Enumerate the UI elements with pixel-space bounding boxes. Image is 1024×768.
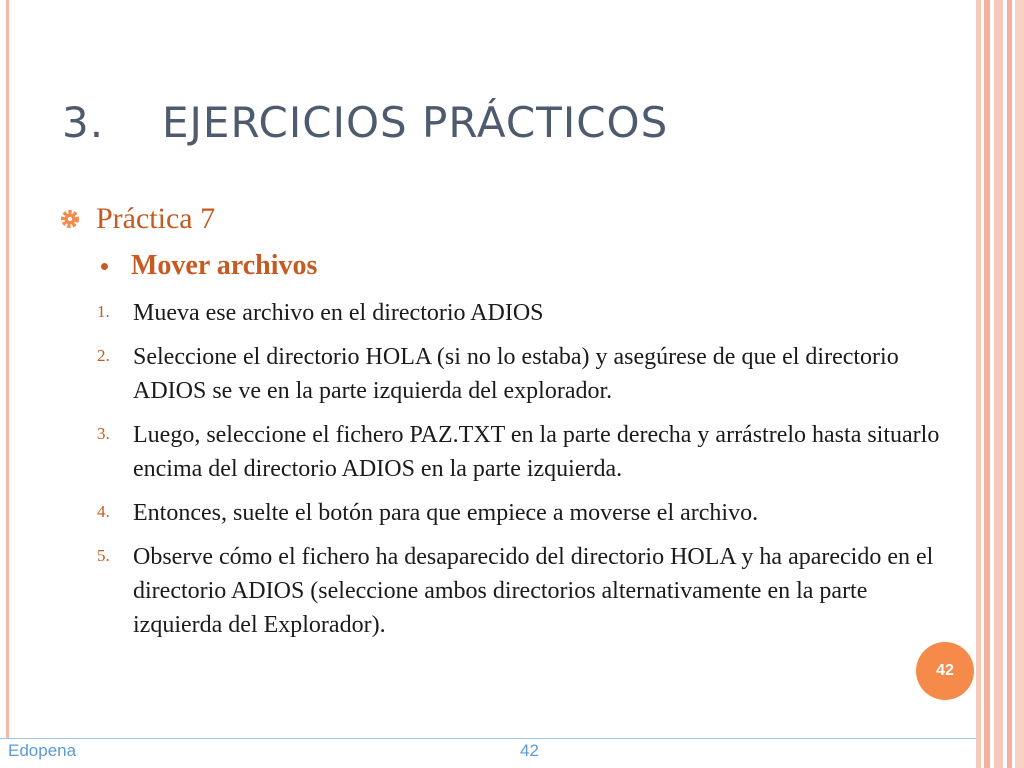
- right-stripe: [1007, 0, 1012, 768]
- section-heading: Mover archivos: [131, 250, 318, 281]
- page-number-badge: 42: [916, 642, 974, 700]
- gear-icon: [60, 209, 80, 229]
- step-text: Mueva ese archivo en el directorio ADIOS: [133, 300, 544, 326]
- step-number: 3.: [97, 424, 110, 443]
- footer-divider: [0, 738, 976, 739]
- footer-page-number: 42: [520, 741, 539, 760]
- list-item: [97, 296, 947, 330]
- list-item: [97, 418, 947, 486]
- title-text: EJERCICIOS PRÁCTICOS: [162, 98, 669, 147]
- steps-list: [97, 296, 947, 652]
- step-text: Entonces, suelte el botón para que empiece a moverse el archivo.: [133, 500, 759, 526]
- step-text: Luego, seleccione el fichero PAZ.TXT en la parte derecha y arrástrelo hasta situarlo encima del directorio ADIOS en la parte izquierda.: [133, 422, 940, 482]
- step-number: 2.: [97, 346, 110, 365]
- practice-label: Práctica 7: [96, 202, 216, 235]
- slide-title: [62, 98, 668, 147]
- step-text: Seleccione el directorio HOLA (si no lo estaba) y asegúrese de que el directorio ADIOS se ve en la parte izquierda del explorador.: [133, 344, 899, 404]
- left-border: [6, 0, 9, 738]
- step-number: 1.: [97, 302, 110, 321]
- dot-icon: [101, 263, 108, 270]
- step-number: 4.: [97, 502, 110, 521]
- footer-author: Edopena: [8, 741, 77, 760]
- right-stripe: [976, 0, 981, 768]
- title-number: 3.: [62, 98, 105, 147]
- section-heading-bullet: [101, 250, 317, 282]
- list-item: [97, 496, 947, 530]
- right-stripe: [994, 0, 1003, 768]
- right-stripe: [1015, 0, 1024, 768]
- list-item: [97, 540, 947, 642]
- practice-bullet: [60, 202, 215, 236]
- right-stripe: [984, 0, 990, 768]
- step-text: Observe cómo el fichero ha desaparecido del directorio HOLA y ha aparecido en el directorio ADIOS (seleccione ambos directorios alternativamente en la parte izquierda del Explorador).: [133, 544, 934, 638]
- step-number: 5.: [97, 546, 110, 565]
- list-item: [97, 340, 947, 408]
